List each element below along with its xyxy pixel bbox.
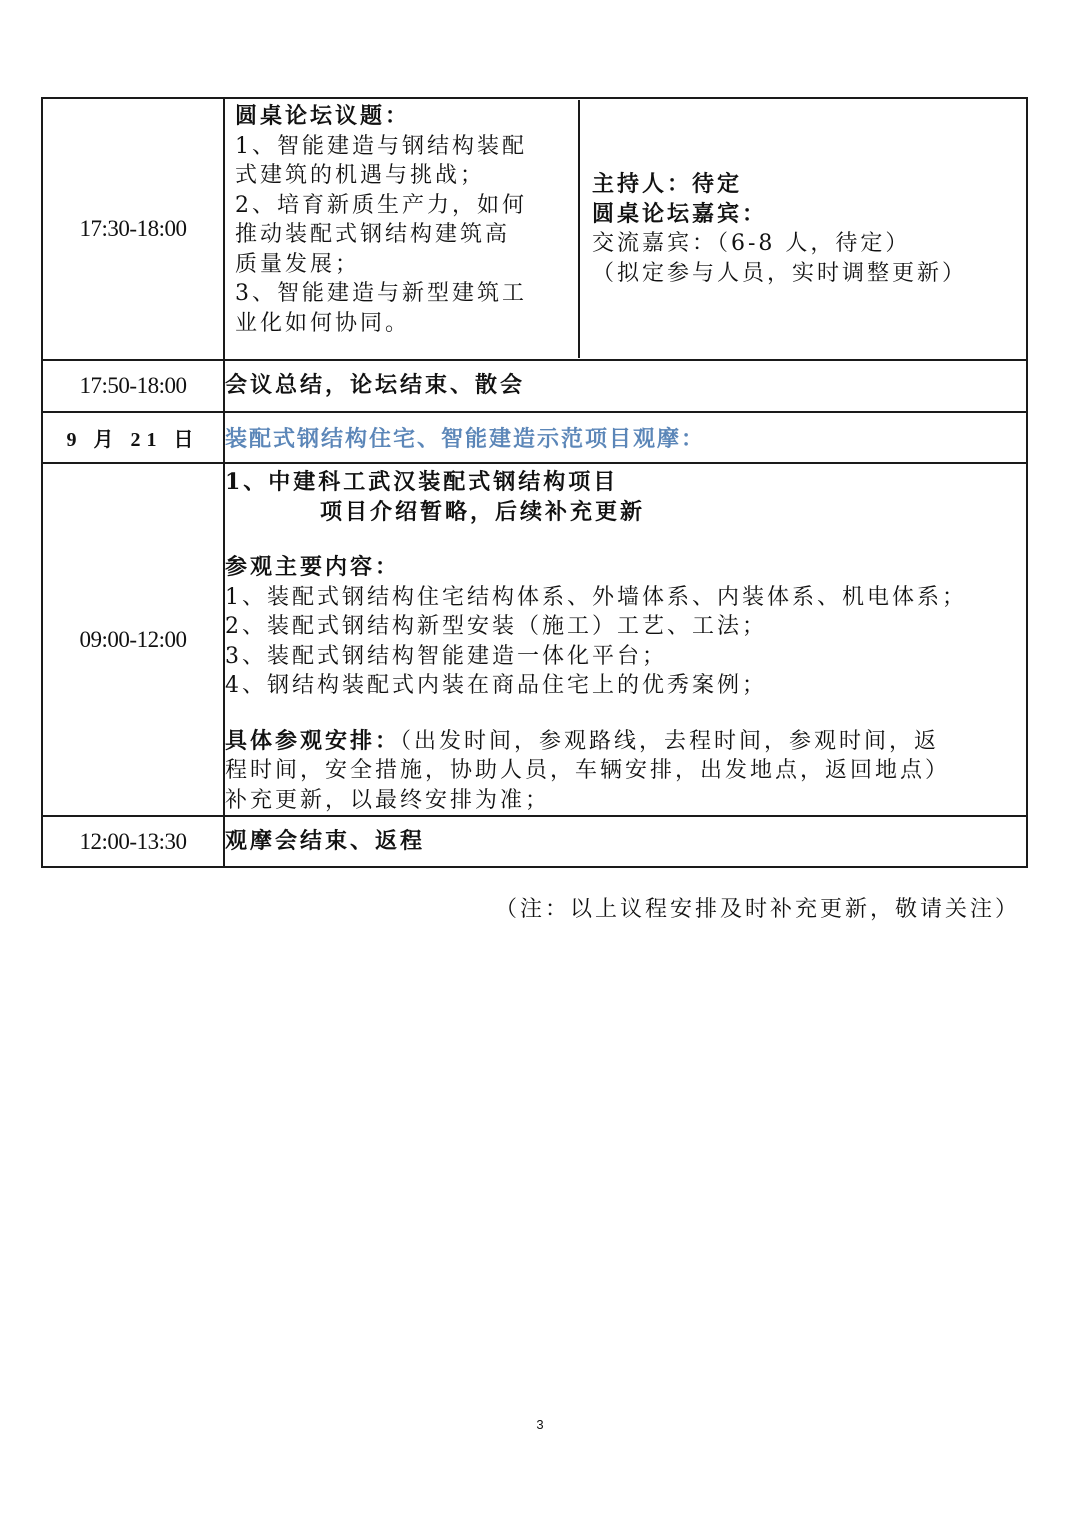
roundtable-split	[225, 100, 1026, 358]
visit-item: 3、装配式钢结构智能建造一体化平台；	[225, 643, 667, 669]
topic-line: 推动装配式钢结构建筑高	[235, 222, 511, 247]
topic-line: 业化如何协同。	[235, 310, 411, 336]
time-cell: 09:00-12:00	[42, 463, 224, 816]
visit-item: 1、装配式钢结构住宅结构体系、外墙体系、内装体系、机电体系；	[225, 584, 967, 610]
content-cell	[224, 412, 1027, 463]
page-number: 3	[536, 1417, 544, 1432]
end-text: 观摩会结束、返程	[225, 827, 426, 854]
arrangement-line	[225, 727, 1026, 757]
host-line: 主持人：待定	[592, 171, 743, 197]
agenda-note: （注：以上议程安排及时补充更新，敬请关注）	[494, 897, 1020, 922]
content-cell	[224, 360, 1027, 412]
guests-title: 圆桌论坛嘉宾：	[592, 200, 768, 227]
table-row	[42, 463, 1027, 816]
arrangement-text: 补充更新，以最终安排为准；	[225, 787, 551, 813]
table-row	[42, 360, 1027, 412]
content-cell	[224, 98, 1027, 360]
roundtable-guests	[579, 100, 1026, 358]
guest-line: （拟定参与人员，实时调整更新）	[592, 260, 968, 286]
time-cell: 17:50-18:00	[42, 360, 224, 412]
topic-line: 2、培育新质生产力，如何	[235, 192, 527, 218]
summary-text: 会议总结，论坛结束、散会	[225, 372, 526, 399]
arrangement-title: 具体参观安排：	[225, 727, 401, 754]
visit-item: 4、钢结构装配式内装在商品住宅上的优秀案例；	[225, 673, 767, 698]
table-row	[42, 98, 1027, 360]
topics-title: 圆桌论坛议题：	[235, 103, 411, 129]
arrangement-text: 程时间，安全措施，协助人员，车辆安排，出发地点，返回地点）	[225, 758, 951, 783]
project-name: 1、中建科工武汉装配式钢结构项目	[225, 469, 619, 495]
topic-line: 3、智能建造与新型建筑工	[235, 281, 527, 306]
time-cell: 17:30-18:00	[42, 98, 224, 360]
topic-line: 质量发展；	[235, 251, 361, 277]
roundtable-topics	[225, 100, 579, 358]
agenda-table	[41, 97, 1028, 868]
site-visit-heading: 装配式钢结构住宅、智能建造示范项目观摩：	[225, 426, 706, 452]
table-row	[42, 816, 1027, 867]
project-note: 项目介绍暂略，后续补充更新	[320, 498, 646, 525]
topic-line: 1、智能建造与钢结构装配	[235, 133, 527, 159]
content-cell	[224, 816, 1027, 867]
visit-item: 2、装配式钢结构新型安装（施工）工艺、工法；	[225, 614, 767, 639]
content-cell	[224, 463, 1027, 816]
guest-line: 交流嘉宾：（6-8 人，待定）	[592, 231, 911, 256]
arrangement-text: （出发时间，参观路线，去程时间，参观时间，返	[400, 728, 940, 754]
date-cell: 9 月 21 日	[42, 412, 224, 463]
time-cell: 12:00-13:30	[42, 816, 224, 867]
visit-title: 参观主要内容：	[225, 554, 401, 580]
topic-line: 式建筑的机遇与挑战；	[235, 163, 486, 188]
table-row	[42, 412, 1027, 463]
